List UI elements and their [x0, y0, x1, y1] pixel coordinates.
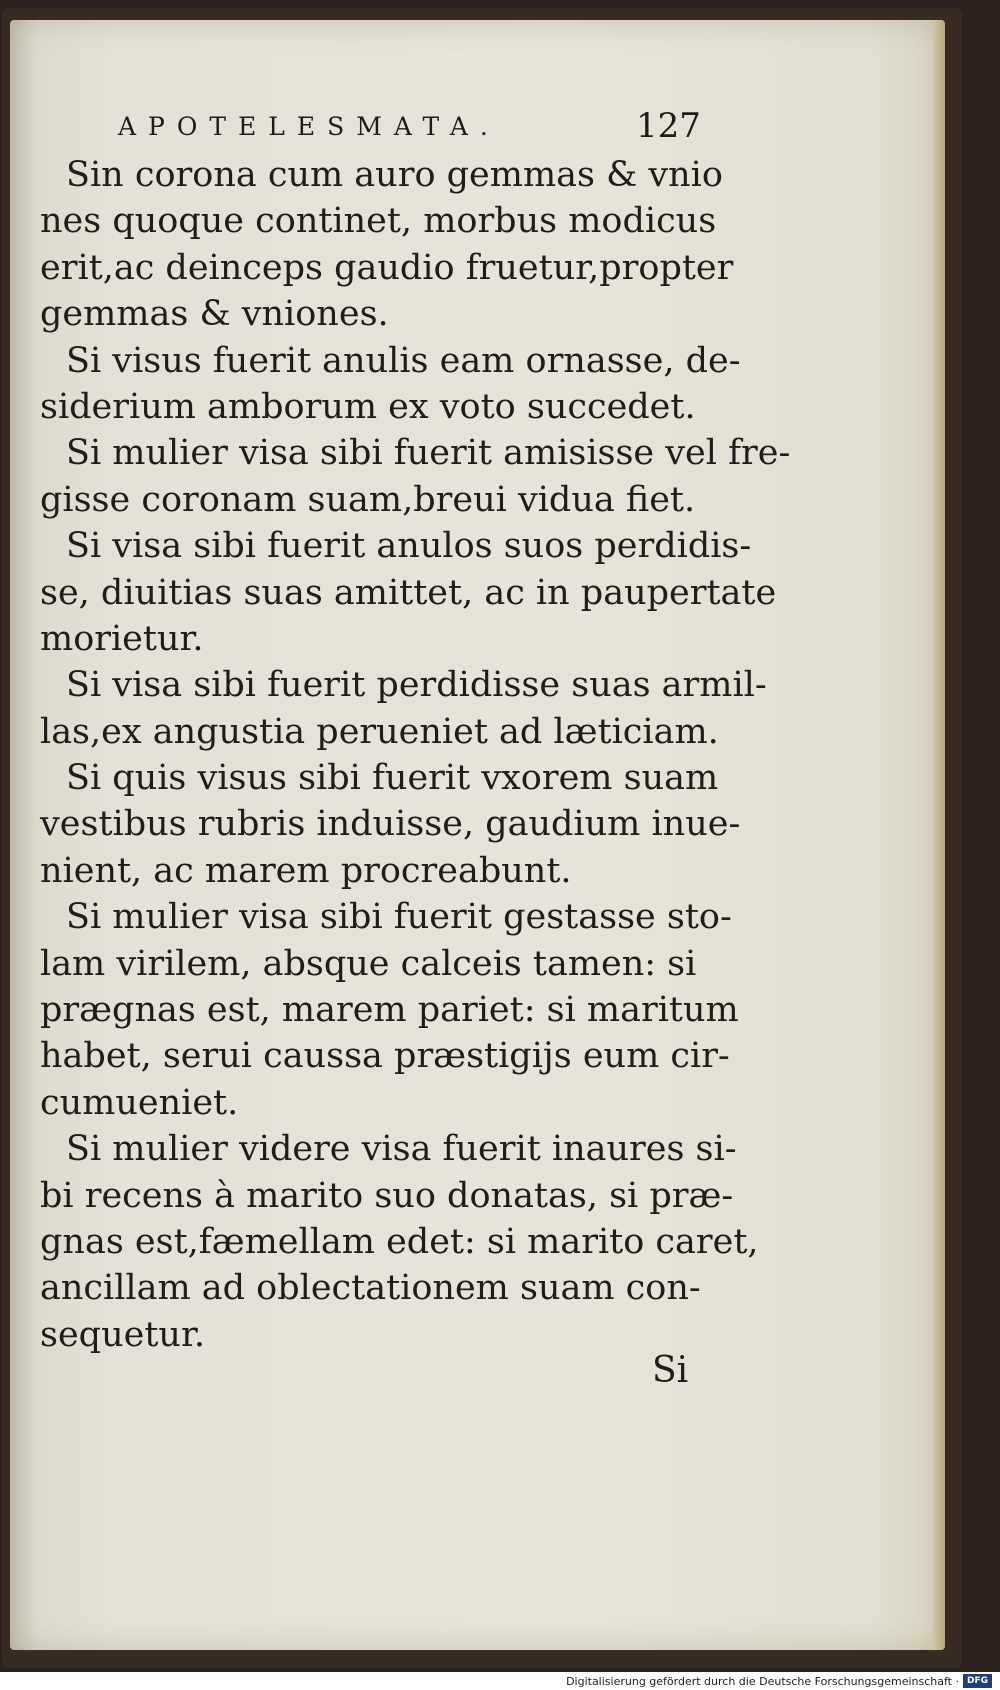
text-line: gnas est,fæmellam edet: si marito caret, — [40, 1221, 759, 1262]
text-line: prægnas est, marem pariet: si maritum — [40, 990, 739, 1031]
text-line: morietur. — [40, 618, 204, 659]
text-line: Sin corona cum auro gemmas & vnio — [66, 155, 723, 195]
text-line: las,ex angustia perueniet ad læticiam. — [40, 711, 719, 752]
text-line: siderium amborum ex voto succedet. — [40, 386, 696, 427]
credit-text: Digitalisierung gefördert durch die Deutsche Forschungsgemeinschaft · — [566, 1674, 959, 1688]
text-line: bi recens à marito suo donatas, si præ- — [40, 1175, 734, 1216]
text-line: nes quoque continet, morbus modicus — [40, 201, 717, 242]
digitization-credit — [566, 1674, 992, 1688]
text-line: cumueniet. — [40, 1082, 239, 1123]
text-line: ancillam ad oblectationem suam con- — [40, 1268, 701, 1309]
text-line: gemmas & vniones. — [40, 294, 389, 335]
text-line: sequetur. — [40, 1314, 205, 1355]
text-line: se, diuitias suas amittet, ac in paupertate — [40, 572, 777, 613]
catchword: Si — [652, 1350, 689, 1391]
text-line: erit,ac deinceps gaudio fruetur,propter — [40, 247, 734, 288]
text-line: Si mulier visa sibi fuerit amisisse vel fre- — [66, 433, 791, 474]
page-edge — [933, 20, 945, 1650]
text-line: lam virilem, absque calceis tamen: si — [40, 943, 697, 984]
text-line: Si mulier visa sibi fuerit gestasse sto- — [66, 897, 732, 938]
text-line: habet, serui caussa præstigijs eum cir- — [40, 1036, 730, 1077]
dfg-logo: DFG — [963, 1674, 992, 1688]
running-head: APOTELESMATA. — [118, 112, 500, 141]
text-line: vestibus rubris induisse, gaudium inue- — [40, 804, 741, 845]
text-line: gisse coronam suam,breui vidua fiet. — [40, 479, 696, 520]
text-line: Si visus fuerit anulis eam ornasse, de- — [66, 340, 741, 381]
body-text — [40, 152, 791, 1358]
text-line: Si visa sibi fuerit perdidisse suas armil- — [66, 665, 767, 706]
text-line: nient, ac marem procreabunt. — [40, 850, 572, 891]
text-line: Si quis visus sibi fuerit vxorem suam — [66, 758, 719, 799]
text-line: Si visa sibi fuerit anulos suos perdidis- — [66, 526, 752, 567]
page-number: 127 — [636, 106, 701, 146]
text-line: Si mulier videre visa fuerit inaures si- — [66, 1129, 737, 1170]
